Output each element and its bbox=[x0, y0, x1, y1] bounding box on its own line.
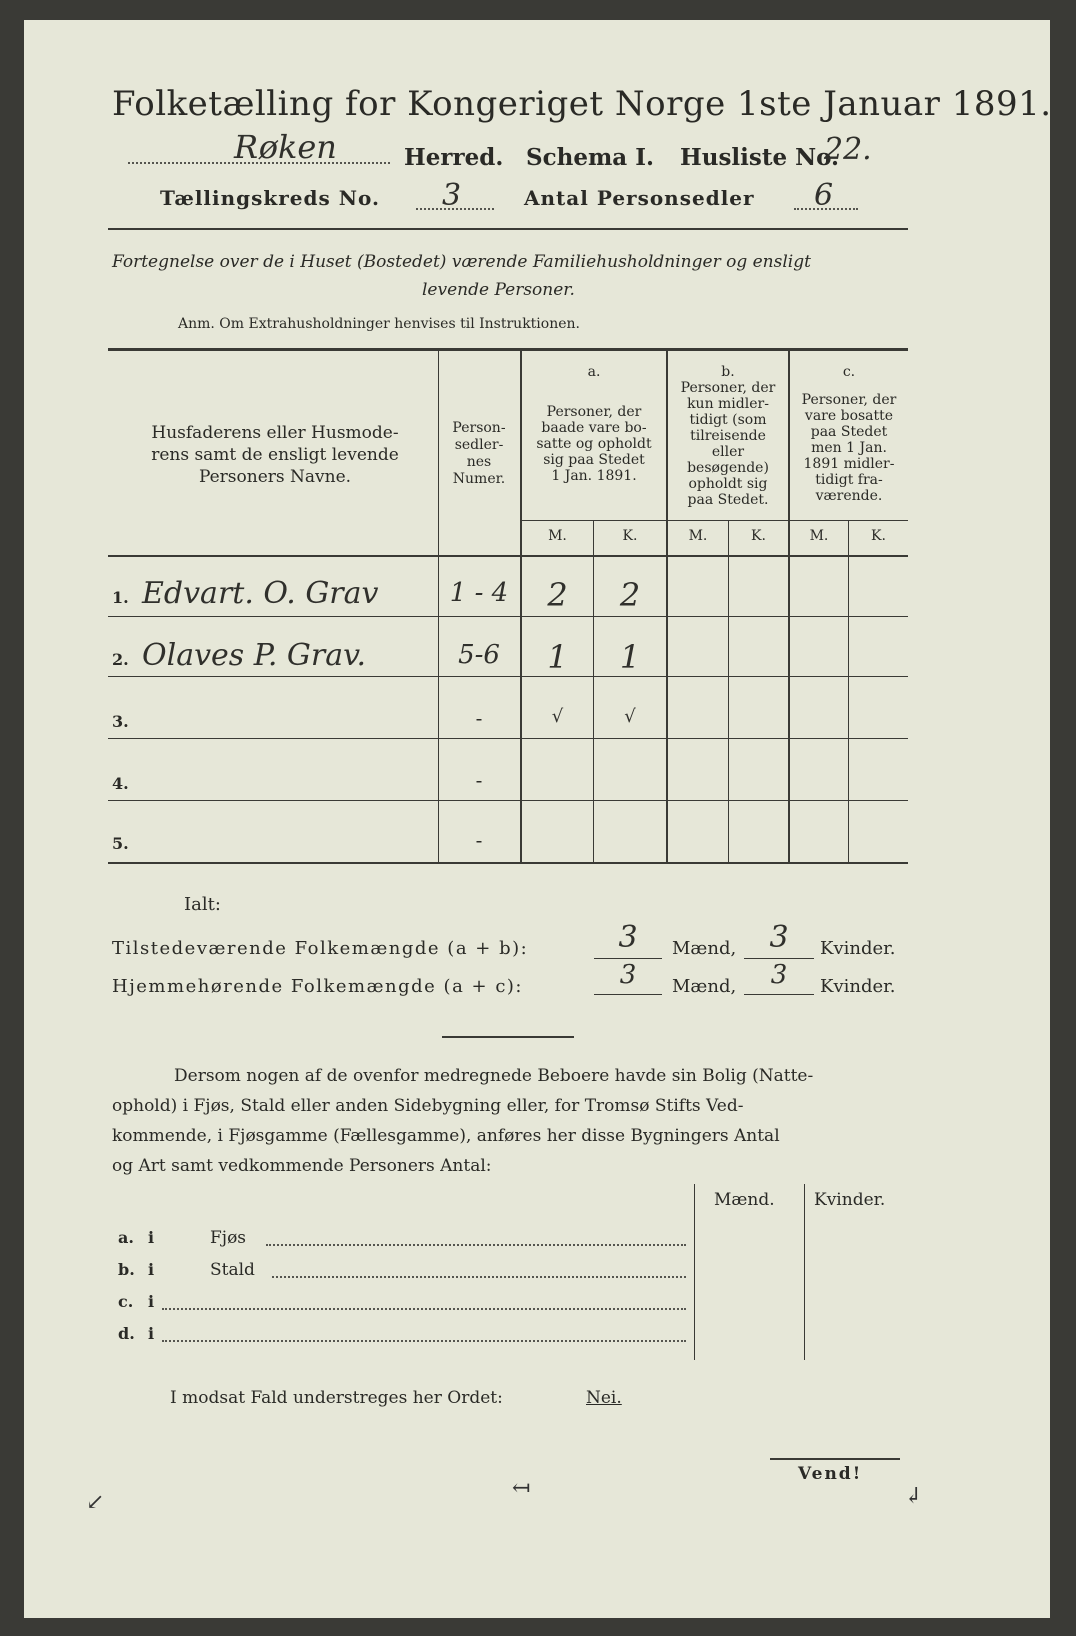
vend-rule bbox=[770, 1458, 900, 1460]
item-c-dots bbox=[162, 1308, 686, 1310]
vend-text: Vend! bbox=[798, 1464, 863, 1484]
footer-para-l4: og Art samt vedkommende Personers Antal: bbox=[112, 1156, 492, 1176]
col-header-a-l5: 1 Jan. 1891. bbox=[551, 468, 637, 484]
col-divider-a-mk bbox=[593, 520, 594, 864]
hjemme-k-line bbox=[744, 994, 814, 995]
col-header-a-l1: Personer, der bbox=[546, 404, 642, 420]
schema-label: Schema I. bbox=[526, 144, 654, 171]
col-header-numer-l1: Person- bbox=[452, 420, 506, 436]
item-b-label: Stald bbox=[210, 1260, 255, 1280]
corner-mark-right-icon: ↲ bbox=[904, 1484, 923, 1509]
tilstede-maend: Mænd, bbox=[672, 938, 737, 959]
col-header-c-l6: tidigt fra- bbox=[815, 472, 883, 488]
footer-para-l3: kommende, i Fjøsgamme (Fællesgamme), anføres her disse Bygningers Antal bbox=[112, 1126, 780, 1146]
col-header-b-l3: tidigt (som bbox=[689, 412, 767, 428]
col-header-numer bbox=[438, 420, 520, 488]
tilstede-k-value: 3 bbox=[769, 920, 789, 955]
col-header-b-l1: Personer, der bbox=[680, 380, 776, 396]
a-m-label: M. bbox=[548, 528, 567, 544]
col-header-a bbox=[522, 404, 666, 484]
col-header-a-l2: baade vare bo- bbox=[541, 420, 647, 436]
tilstede-kvinder: Kvinder. bbox=[820, 938, 896, 959]
col-header-c bbox=[790, 392, 908, 504]
row-3-a-m: √ bbox=[551, 706, 564, 727]
tilstede-k-line bbox=[744, 958, 814, 959]
row-rule-1 bbox=[108, 616, 908, 617]
row-1-a-m: 2 bbox=[547, 576, 568, 614]
item-b-letter: b. bbox=[118, 1260, 135, 1279]
husliste-label: Husliste No. bbox=[680, 144, 840, 171]
antal-label: Antal Personsedler bbox=[524, 186, 755, 210]
row-4-number: 4. bbox=[112, 774, 129, 793]
row-1-a-k: 2 bbox=[619, 576, 641, 614]
hjemme-m-line bbox=[594, 994, 662, 995]
item-a-dots bbox=[266, 1244, 686, 1246]
item-a-prep: i bbox=[148, 1228, 155, 1247]
col-divider-c-mk bbox=[848, 520, 849, 864]
item-c-letter: c. bbox=[118, 1292, 134, 1311]
c-k-label: K. bbox=[871, 528, 886, 544]
col-header-b-letter: b. bbox=[721, 364, 735, 380]
col-header-c-l5: 1891 midler- bbox=[803, 456, 895, 472]
herred-value: Røken bbox=[234, 128, 337, 166]
item-b-dots bbox=[272, 1276, 686, 1278]
row-1-numer: 1 - 4 bbox=[449, 578, 509, 608]
row-2-number: 2. bbox=[112, 650, 129, 669]
col-header-b-l6: besøgende) bbox=[687, 460, 769, 476]
anm-note: Anm. Om Extrahusholdninger henvises til Instruktionen. bbox=[178, 316, 580, 332]
footer-para-l1: Dersom nogen af de ovenfor medregnede Beboere havde sin Bolig (Natte- bbox=[174, 1066, 814, 1086]
row-rule-2 bbox=[108, 676, 908, 677]
col-header-names-l1: Husfaderens eller Husmode- bbox=[151, 423, 399, 443]
col-header-names bbox=[116, 422, 434, 488]
col-header-c-l3: paa Stedet bbox=[810, 424, 888, 440]
hjemme-maend: Mænd, bbox=[672, 976, 737, 997]
col-header-numer-l3: nes bbox=[466, 454, 492, 470]
col-header-b-l8: paa Stedet. bbox=[687, 492, 769, 508]
item-c-prep: i bbox=[148, 1292, 155, 1311]
col-header-a-letter: a. bbox=[587, 364, 601, 380]
corner-mark-center-icon: ↤ bbox=[512, 1476, 531, 1501]
item-d-letter: d. bbox=[118, 1324, 135, 1343]
col-header-a-l4: sig paa Stedet bbox=[543, 452, 645, 468]
ialt-label: Ialt: bbox=[184, 894, 221, 915]
header-rule bbox=[108, 228, 908, 230]
buildings-divider-2 bbox=[804, 1184, 805, 1360]
col-header-c-l4: men 1 Jan. bbox=[811, 440, 887, 456]
col-header-b-l2: kun midler- bbox=[687, 396, 769, 412]
col-header-names-l3: Personers Navne. bbox=[198, 467, 352, 487]
buildings-divider-1 bbox=[694, 1184, 695, 1360]
nei-text: Nei. bbox=[586, 1388, 622, 1408]
census-form bbox=[24, 20, 1050, 1618]
row-1-name: Edvart. O. Grav bbox=[142, 576, 379, 611]
row-2-a-m: 1 bbox=[547, 638, 568, 676]
totals-divider bbox=[442, 1036, 574, 1038]
col-header-names-l2: rens samt de ensligt levende bbox=[151, 445, 399, 465]
col-header-c-l7: værende. bbox=[815, 488, 883, 504]
a-k-label: K. bbox=[622, 528, 638, 544]
item-d-prep: i bbox=[148, 1324, 155, 1343]
intro-line2: levende Personer. bbox=[422, 280, 575, 300]
hjemme-k-value: 3 bbox=[770, 960, 788, 990]
footer-para-l2: ophold) i Fjøs, Stald eller anden Sidebygning eller, for Tromsø Stifts Ved- bbox=[112, 1096, 744, 1116]
row-3-a-k: √ bbox=[624, 706, 636, 727]
row-rule-4 bbox=[108, 800, 908, 801]
col-header-b-l5: eller bbox=[711, 444, 745, 460]
row-4-numer: - bbox=[475, 768, 483, 792]
row-2-name: Olaves P. Grav. bbox=[142, 638, 367, 673]
tilstede-m-value: 3 bbox=[618, 920, 638, 955]
row-5-number: 5. bbox=[112, 834, 129, 853]
col-header-c-l2: vare bosatte bbox=[804, 408, 894, 424]
row-1-number: 1. bbox=[112, 588, 129, 607]
husliste-value: 22. bbox=[824, 132, 872, 167]
col-header-numer-l2: sedler- bbox=[454, 437, 504, 453]
row-2-numer: 5-6 bbox=[458, 640, 500, 670]
b-m-label: M. bbox=[688, 528, 708, 544]
col-header-numer-l4: Numer. bbox=[452, 471, 506, 487]
item-d-dots bbox=[162, 1340, 686, 1342]
mk-rule bbox=[522, 520, 908, 521]
tilstede-m-line bbox=[594, 958, 662, 959]
col-header-b-l4: tilreisende bbox=[690, 428, 766, 444]
row-5-numer: - bbox=[475, 828, 483, 852]
col-header-c-l1: Personer, der bbox=[801, 392, 897, 408]
col-header-a-l3: satte og opholdt bbox=[536, 436, 652, 452]
hjemme-label: Hjemmehørende Folkemængde (a + c): bbox=[112, 976, 523, 997]
col-divider-b-mk bbox=[728, 520, 729, 864]
corner-mark-left-icon: ↙ bbox=[86, 1490, 105, 1515]
col-header-b bbox=[668, 380, 788, 508]
kreds-label: Tællingskreds No. bbox=[160, 186, 380, 210]
row-2-a-k: 1 bbox=[619, 638, 641, 676]
form-title: Folketælling for Kongeriget Norge 1ste Januar 1891. bbox=[112, 84, 1052, 124]
item-a-label: Fjøs bbox=[210, 1228, 247, 1248]
c-m-label: M. bbox=[809, 528, 829, 544]
buildings-maend-header: Mænd. bbox=[714, 1190, 775, 1210]
b-k-label: K. bbox=[751, 528, 766, 544]
row-3-numer: - bbox=[475, 706, 483, 730]
herred-label: Herred. bbox=[404, 144, 504, 171]
hjemme-m-value: 3 bbox=[619, 960, 637, 990]
tilstede-label: Tilstedeværende Folkemængde (a + b): bbox=[112, 938, 529, 959]
item-b-prep: i bbox=[148, 1260, 155, 1279]
buildings-kvinder-header: Kvinder. bbox=[814, 1190, 886, 1210]
kreds-value: 3 bbox=[442, 178, 462, 213]
col-header-b-l7: opholdt sig bbox=[688, 476, 768, 492]
hjemme-kvinder: Kvinder. bbox=[820, 976, 896, 997]
col-header-c-letter: c. bbox=[842, 364, 856, 380]
antal-value: 6 bbox=[814, 178, 834, 213]
row-rule-3 bbox=[108, 738, 908, 739]
modsat-text: I modsat Fald understreges her Ordet: bbox=[170, 1388, 503, 1408]
intro-line1: Fortegnelse over de i Huset (Bostedet) værende Familiehusholdninger og ensligt bbox=[112, 252, 811, 272]
item-a-letter: a. bbox=[118, 1228, 134, 1247]
row-3-number: 3. bbox=[112, 712, 129, 731]
